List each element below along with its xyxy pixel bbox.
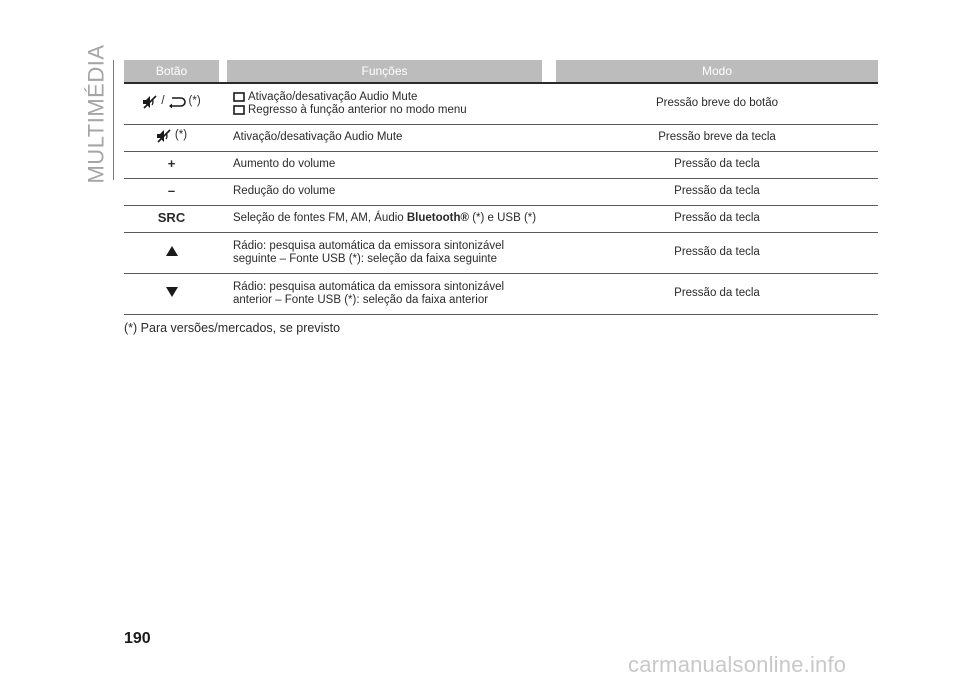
header-mode: Modo (556, 60, 878, 83)
button-cell (124, 151, 219, 178)
mode-cell: Pressão breve do botão (556, 83, 878, 124)
mode-cell: Pressão da tecla (556, 232, 878, 273)
function-cell: Aumento do volume (227, 151, 542, 178)
function-cell: Seleção de fontes FM, AM, Áudio Bluetooth® (*) e USB (*) (227, 205, 542, 232)
src-button-label: SRC (157, 210, 186, 225)
table-row (124, 124, 878, 151)
header-functions: Funções (227, 60, 542, 83)
button-cell (124, 178, 219, 205)
mode-cell: Pressão da tecla (556, 205, 878, 232)
function-cell: Ativação/desativação Audio Mute (227, 124, 542, 151)
section-divider (113, 60, 114, 180)
mode-cell: Pressão da tecla (556, 273, 878, 314)
table-row (124, 151, 878, 178)
mode-cell: Pressão da tecla (556, 151, 878, 178)
triangle-up-icon (165, 245, 179, 257)
function-cell: Rádio: pesquisa automática da emissora sintonizável anterior – Fonte USB (*): seleção da faixa anterior (227, 273, 542, 314)
header-button: Botão (124, 60, 219, 83)
minus-button-label: – (167, 183, 176, 198)
function-cell: Redução do volume (227, 178, 542, 205)
button-cell (124, 205, 219, 232)
table-row (124, 83, 878, 124)
speaker-mute-icon (142, 95, 158, 109)
table-row (124, 232, 878, 273)
button-cell: (*) (124, 124, 219, 151)
table-row (124, 273, 878, 314)
table-row (124, 205, 878, 232)
table-row (124, 178, 878, 205)
speaker-mute-icon (156, 129, 172, 143)
mode-cell: Pressão breve da tecla (556, 124, 878, 151)
section-title: MULTIMÉDIA (84, 44, 110, 184)
return-arrow-icon (168, 96, 186, 108)
bluetooth-brand: Bluetooth® (406, 212, 470, 224)
bullet-icon (233, 92, 245, 102)
button-cell (124, 273, 219, 314)
page-number: 190 (124, 630, 151, 647)
function-cell: Rádio: pesquisa automática da emissora sintonizável seguinte – Fonte USB (*): seleção da faixa seguinte (227, 232, 542, 273)
mode-cell: Pressão da tecla (556, 178, 878, 205)
button-cell: / (*) (124, 83, 219, 124)
controls-table (124, 60, 878, 315)
triangle-down-icon (165, 286, 179, 298)
table-header-row (124, 60, 878, 83)
watermark: carmanualsonline.info (628, 652, 847, 677)
function-cell: Ativação/desativação Audio Mute Regresso à função anterior no modo menu (227, 83, 542, 124)
footnote: (*) Para versões/mercados, se previsto (124, 321, 341, 335)
plus-button-label: + (167, 156, 176, 171)
bullet-icon (233, 105, 245, 115)
button-cell (124, 232, 219, 273)
